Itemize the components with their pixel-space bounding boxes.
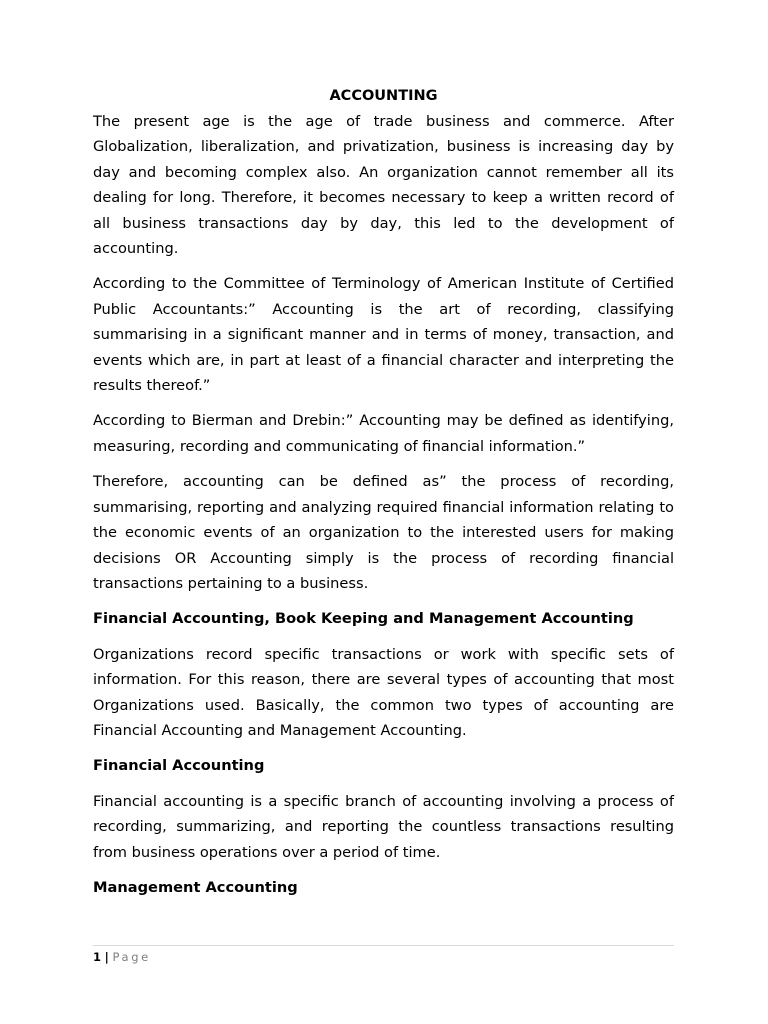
paragraph-financial-accounting: Financial accounting is a specific branch of accounting involving a process of recording, summarizing, and reporting the countless transactions resulting from business operations over a period of time. [93, 792, 674, 861]
document-page [93, 84, 674, 910]
document-title: ACCOUNTING [329, 88, 438, 104]
section-heading-accounting-types: Financial Accounting, Book Keeping and Management Accounting [93, 610, 634, 628]
paragraph-intro: The present age is the age of trade business and commerce. After Globalization, liberalization, and privatization, business is increasing day by day and becoming complex also. An organization cannot remember all its dealing for long. Therefore, it becomes necessary to keep a written record of all business transactions day by day, this led to the development of accounting. [93, 113, 674, 258]
paragraph-bierman-definition: According to Bierman and Drebin:” Accounting may be defined as identifying, measuring, recording and communicating of financial information.” [93, 412, 674, 455]
footer-separator: | [104, 950, 109, 964]
paragraph-aicpa-definition: According to the Committee of Terminology of American Institute of Certified Public Accountants:” Accounting is the art of recording, classifying summarising in a significant manner and in terms of money, transaction, and events which are, in part at least of a financial character and interpreting the results thereof.” [93, 275, 674, 395]
paragraph-accounting-types: Organizations record specific transactions or work with specific sets of information. For this reason, there are several types of accounting that most Organizations used. Basically, the common two types of accounting are Financial Accounting and Management Accounting. [93, 645, 674, 739]
section-heading-management-accounting: Management Accounting [93, 878, 298, 896]
section-heading-financial-accounting: Financial Accounting [93, 757, 265, 775]
page-number: 1 [93, 950, 102, 964]
paragraph-accounting-definition: Therefore, accounting can be defined as” the process of recording, summarising, reporting and analyzing required financial information relating to the economic events of an organization to the interested users for making decisions OR Accounting simply is the process of recording financial transactions pertaining to a business. [93, 473, 674, 592]
page-label: Page [112, 950, 151, 964]
page-footer [93, 945, 674, 965]
